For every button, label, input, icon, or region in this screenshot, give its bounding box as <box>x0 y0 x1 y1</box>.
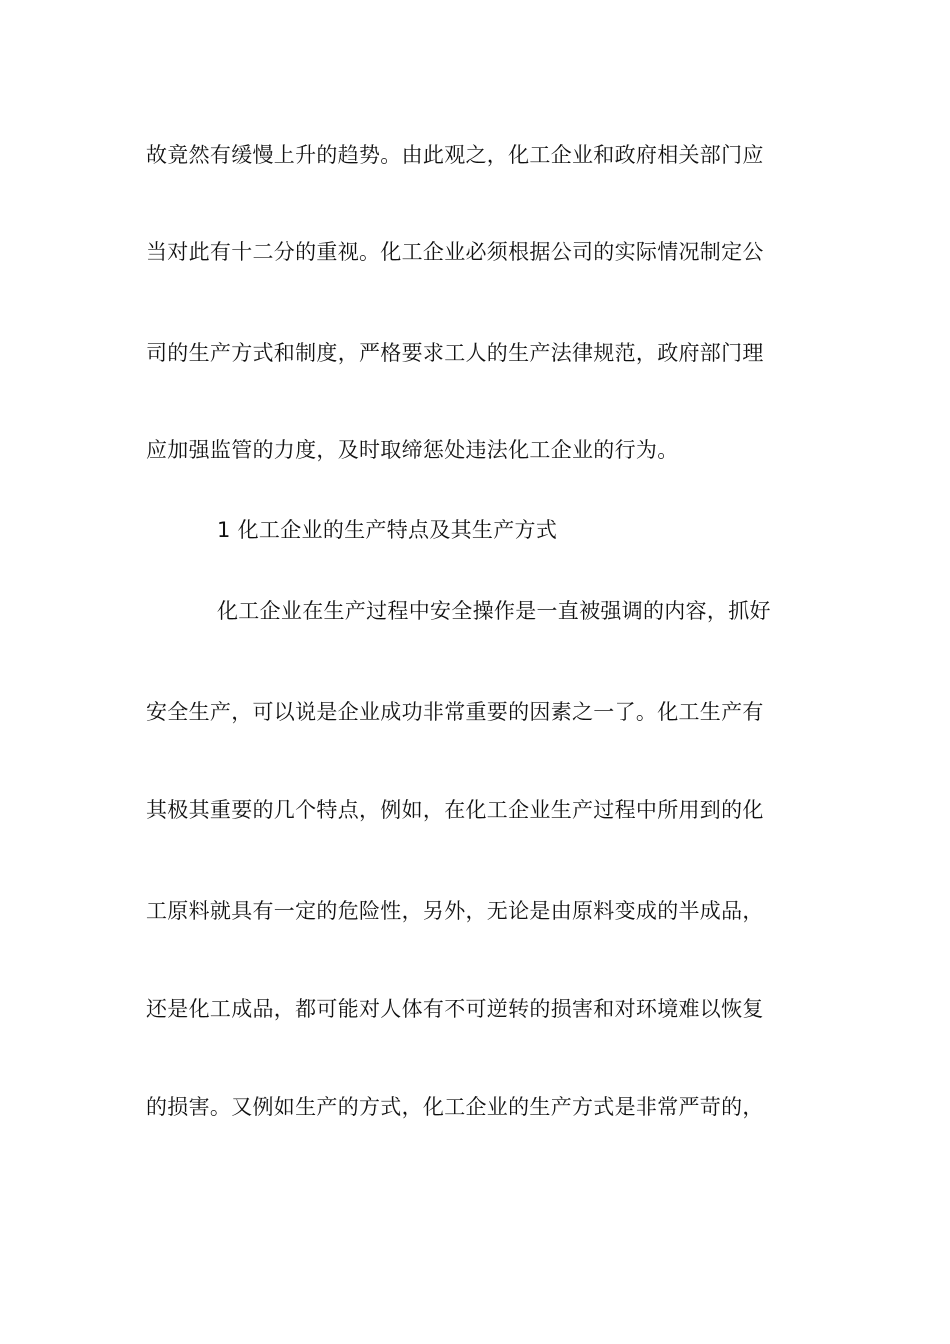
paragraph-1-line-3: 司的生产方式和制度，严格要求工人的生产法律规范，政府部门理 <box>146 341 764 365</box>
paragraph-2-line-3: 其极其重要的几个特点，例如，在化工企业生产过程中所用到的化 <box>146 798 764 822</box>
section-heading: 1 化工企业的生产特点及其生产方式 <box>217 518 558 542</box>
paragraph-1-line-1: 故竟然有缓慢上升的趋势。由此观之，化工企业和政府相关部门应 <box>146 143 764 167</box>
paragraph-1-line-4: 应加强监管的力度，及时取缔惩处违法化工企业的行为。 <box>146 438 679 462</box>
paragraph-2-line-5: 还是化工成品，都可能对人体有不可逆转的损害和对环境难以恢复 <box>146 997 764 1021</box>
paragraph-2-line-1: 化工企业在生产过程中安全操作是一直被强调的内容，抓好 <box>217 599 771 623</box>
paragraph-1-line-2: 当对此有十二分的重视。化工企业必须根据公司的实际情况制定公 <box>146 240 764 264</box>
paragraph-2-line-6: 的损害。又例如生产的方式，化工企业的生产方式是非常严苛的， <box>146 1095 764 1119</box>
paragraph-2-line-2: 安全生产，可以说是企业成功非常重要的因素之一了。化工生产有 <box>146 700 764 724</box>
paragraph-2-line-4: 工原料就具有一定的危险性，另外，无论是由原料变成的半成品， <box>146 899 764 923</box>
